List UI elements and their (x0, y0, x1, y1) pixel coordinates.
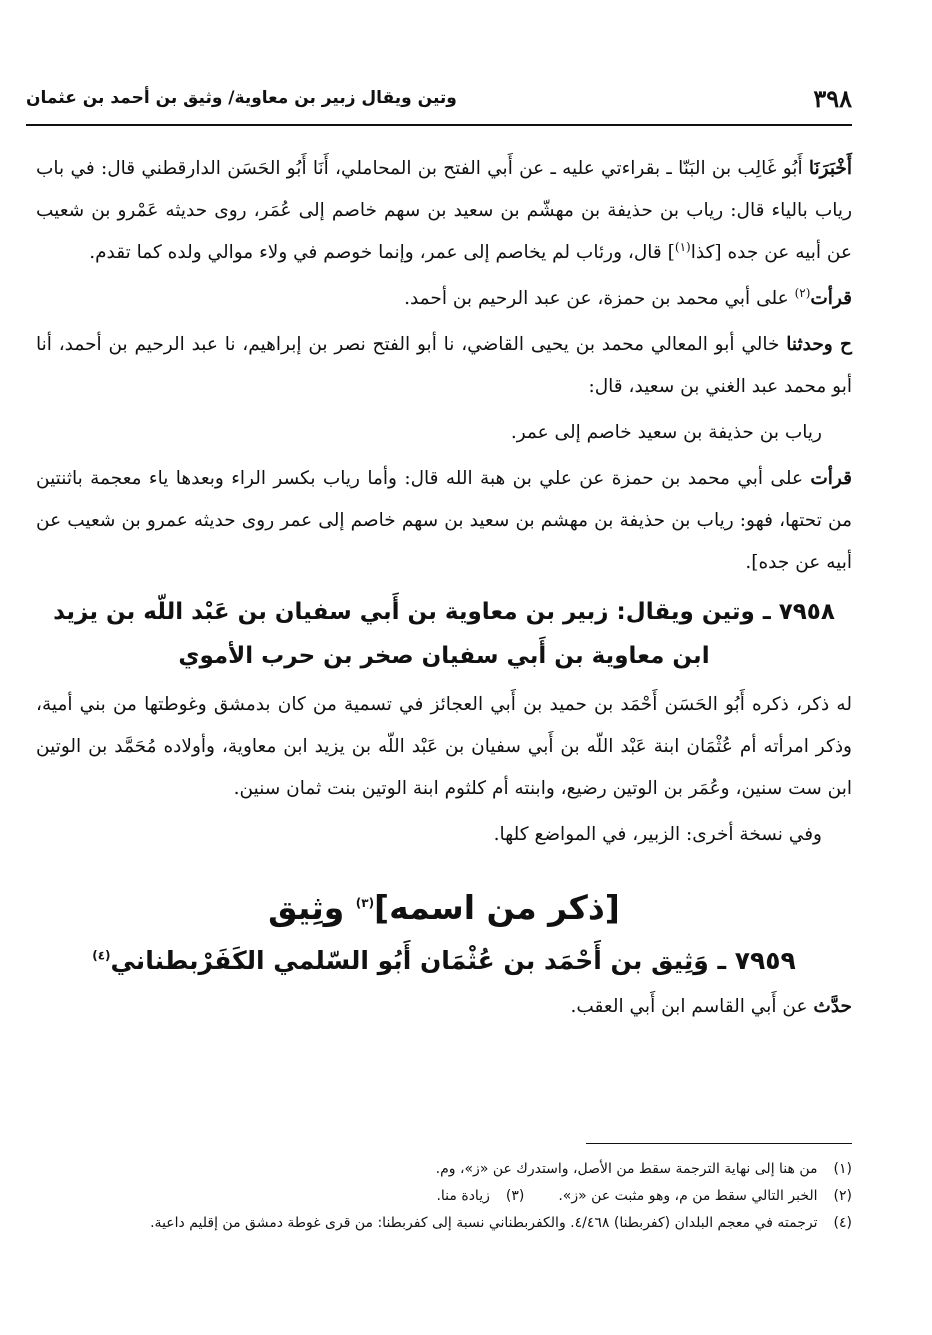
paragraph-8-lead: حدَّث (813, 996, 852, 1017)
paragraph-1-text: أَبُو غَالِب بن البَنّا ـ بقراءتي عليه ـ عن أَبي الفتح بن المحاملي، أَنَا أَبُو الحَسَن الدارقطني قال: في باب رياب بالياء قال: رياب بن حذيفة بن مهشّم بن سعيد بن سهم خاصم إلى عُمَر، روى حديثه عَمْرو بن شعيب عن أبيه عن جده [كذا (36, 158, 852, 263)
entry-7958-line-2: ابن معاوية بن أَبي سفيان صخر بن حرب الأموي (178, 643, 710, 669)
paragraph-4-text: رياب بن حذيفة بن سعيد خاصم إلى عمر. (510, 422, 822, 443)
header-rule (26, 124, 852, 126)
footnote-rule (586, 1143, 852, 1144)
paragraph-5-lead: قرأت (810, 468, 852, 489)
main-text (36, 148, 852, 1032)
footnote-ref-1: (١) (674, 239, 691, 254)
footnotes (36, 1156, 852, 1237)
paragraph-6-text: له ذكر، ذكره أَبُو الحَسَن أَحْمَد بن حميد بن أَبي العجائز في تسمية من كان بدمشق وغوطتها من بني أمية، وذكر امرأته أم عُثْمَان ابنة عَبْد اللّه بن أَبي سفيان بن عَبْد اللّه بن يزيد ابن معاوية، وأولاده مُحَمَّد بن الوتين ابن ست سنين، وعُمَر بن الوتين رضيع، وابنته أم كلثوم ابنة الوتين بنت ثمان سنين. (36, 694, 852, 799)
footnote-ref-2: (٢) (794, 285, 811, 300)
paragraph-3-text: خالي أبو المعالي محمد بن يحيى القاضي، نا أبو الفتح نصر بن إبراهيم، نا عبد الرحيم بن أحمد، أنا أبو محمد عبد الغني بن سعيد، قال: (36, 334, 852, 397)
entry-7958-line-1: ٧٩٥٨ ـ وتين ويقال: زبير بن معاوية بن أَبي سفيان بن عَبْد اللّه بن يزيد (53, 599, 835, 625)
paragraph-5 (36, 458, 852, 584)
paragraph-7 (36, 814, 852, 856)
paragraph-3 (36, 324, 852, 408)
footnote-ref-3: (٣) (355, 896, 375, 910)
paragraph-1-text-after: ] قال، ورئاب لم يخاصم إلى عمر، وإنما خوصم في ولاء موالي ولده كما تقدم. (89, 242, 675, 263)
footnote-2-mark: (٢) (833, 1188, 852, 1204)
paragraph-2-lead: قرأت (810, 288, 852, 309)
footnote-3-mark: (٣) (505, 1188, 525, 1204)
section-heading (36, 878, 852, 938)
paragraph-8 (36, 986, 852, 1028)
paragraph-8-text: عن أَبي القاسم ابن أَبي العقب. (570, 996, 808, 1017)
footnote-1-mark: (١) (833, 1161, 852, 1177)
footnote-1 (36, 1156, 852, 1183)
paragraph-5-text: على أبي محمد بن حمزة عن علي بن هبة الله قال: وأما رياب بكسر الراء وبعدها ياء معجمة باثنتين من تحتها، فهو: رياب بن حذيفة بن مهشم بن سعيد بن سهم خاصم إلى عمر روى حديثه عمرو بن شعيب عن أبيه عن جده]. (36, 468, 852, 573)
running-title: وتين ويقال زبير بن معاوية/ وثيق بن أحمد بن عثمان (26, 88, 457, 108)
paragraph-2-text: على أبي محمد بن حمزة، عن عبد الرحيم بن أحمد. (404, 288, 789, 309)
page-header (26, 82, 852, 118)
footnote-4-text: ترجمته في معجم البلدان (كفربطنا) ٤/٤٦٨. والكفربطناني نسبة إلى كفربطنا: من قرى غوطة دمشق من إقليم داعية. (150, 1215, 818, 1231)
footnote-4 (36, 1210, 852, 1237)
paragraph-2 (36, 278, 852, 320)
paragraph-3-lead: ح وحدثنا (786, 334, 852, 355)
entry-7959-heading (36, 938, 852, 984)
page-number: ٣٩٨ (813, 84, 852, 113)
footnote-3-text: زيادة منا. (436, 1188, 490, 1204)
paragraph-6 (36, 684, 852, 810)
footnote-1-text: من هنا إلى نهاية الترجمة سقط من الأصل، واستدرك عن «ز»، وم. (435, 1161, 818, 1177)
footnote-2-text: الخبر التالي سقط من م، وهو مثبت عن «ز». (558, 1188, 818, 1204)
section-heading-name: وثِيق (268, 888, 345, 927)
footnote-4-mark: (٤) (833, 1215, 852, 1231)
entry-7959-text: ٧٩٥٩ ـ وَثِيق بن أَحْمَد بن عُثْمَان أَبُو السّلمي الكَفَرْبطناني (110, 946, 796, 975)
paragraph-4 (36, 412, 852, 454)
section-heading-text: [ذكر من اسمه] (374, 888, 620, 927)
footnote-ref-4: (٤) (92, 948, 111, 963)
paragraph-1 (36, 148, 852, 274)
paragraph-7-text: وفي نسخة أخرى: الزبير، في المواضع كلها. (493, 824, 822, 845)
footnote-2-3 (36, 1183, 852, 1210)
paragraph-1-lead: أَخْبَرَنَا (808, 158, 852, 179)
entry-7958-heading (36, 590, 852, 678)
